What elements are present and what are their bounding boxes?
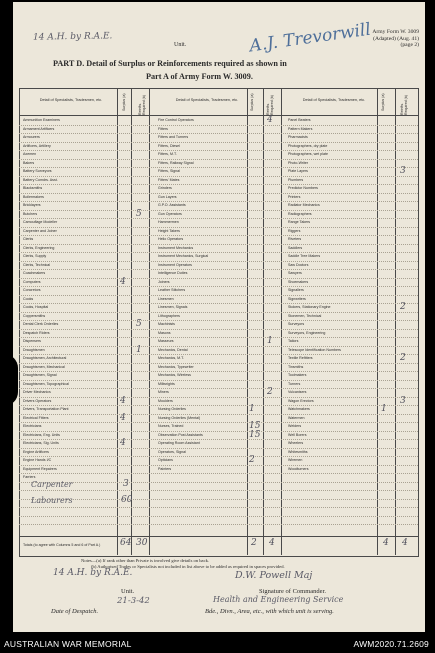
trade-name: Pattern Makers — [288, 126, 313, 131]
trade-name: Mechanics, Typewriter — [158, 364, 194, 369]
trade-name: Boilermakers — [23, 194, 44, 199]
reinf-value: 5 — [136, 319, 142, 329]
trade-name: Camouflage Modeller — [23, 220, 58, 224]
trade-name: Panel Beaters — [288, 118, 311, 122]
trade-name: Fitters — [158, 126, 168, 131]
trade-name: Clerks, Technical — [23, 262, 51, 267]
form-number-line: Army Form W. 3009 — [372, 29, 419, 35]
surplus-value: 2 — [249, 455, 255, 465]
reinf-value: 5 — [136, 208, 142, 219]
trade-name: Clerks, Supply — [23, 254, 47, 258]
handwritten-added-trade: Carpenter — [31, 480, 73, 489]
surplus-value: 15 — [249, 429, 261, 440]
row-divider — [19, 184, 418, 185]
trade-name: Operating Room Assistant — [158, 441, 200, 445]
trade-name: Fitters' Mates — [158, 177, 180, 182]
row-divider — [19, 218, 418, 219]
row-divider — [19, 252, 418, 253]
trade-name: Watermen — [288, 415, 305, 420]
row-divider — [19, 490, 418, 491]
trade-name: Painters — [158, 466, 172, 471]
trade-name: Electrical Fitters — [23, 415, 49, 420]
trade-name: Engine Artificers — [23, 449, 49, 454]
trade-name: Ammunition Examiners — [23, 118, 60, 122]
trade-name: Shoemakers — [288, 279, 309, 284]
totals-divider — [19, 536, 418, 537]
trade-name: Linesmen, Signals — [158, 305, 188, 309]
trade-name: Stokers, Stationary Engine — [288, 305, 331, 309]
notes-line: (b) Authorised Trades or Specialists not included in list above to be added as required in spaces provided. — [91, 564, 285, 569]
trade-name: Armament Artificers — [23, 126, 55, 131]
row-divider — [19, 303, 418, 304]
handwritten-unit-top: 14 A.H. by R.A.E. — [32, 31, 113, 43]
reinf-value: 1 — [136, 344, 142, 355]
trade-name: Farriers — [23, 475, 36, 479]
row-divider — [19, 125, 418, 126]
col-header-specialists: Detail of Specialists, Tradesmen, etc. — [302, 98, 366, 102]
trade-name: Wiremen — [288, 458, 303, 462]
col-header-specialists: Detail of Specialists, Tradesmen, etc. — [175, 98, 239, 102]
total-c2-reinf: 4 — [269, 538, 275, 548]
surplus-value: 1 — [381, 404, 387, 414]
trade-name: Tailors — [288, 339, 299, 343]
row-divider — [19, 516, 418, 517]
trade-name: Drivers, Transportation Plant — [23, 407, 69, 411]
form-title-line2: Part A of Army Form W. 3009. — [146, 72, 253, 81]
row-divider — [19, 473, 418, 474]
col-header-reinf: Reinfts. Required (b) — [138, 95, 146, 115]
trade-name: Whitesmiths — [288, 449, 308, 454]
trade-name: Dispensers — [23, 339, 41, 343]
row-divider — [19, 465, 418, 466]
trade-name: Moulders — [158, 398, 173, 403]
trade-name: Riggers — [288, 228, 301, 233]
trade-name: Coachmakers — [23, 271, 46, 275]
trade-name: Drivers Operators — [23, 398, 52, 403]
surplus-value: 4 — [120, 412, 126, 423]
trade-name: Electricians — [23, 424, 42, 428]
row-divider — [19, 431, 418, 432]
row-divider — [19, 371, 418, 372]
specialists-table — [19, 88, 419, 557]
row-divider — [19, 159, 418, 160]
trade-name: Signallers — [288, 288, 304, 292]
trade-name: Welders — [288, 424, 302, 428]
surplus-value: 4 — [120, 395, 126, 406]
surplus-value: 15 — [249, 421, 261, 431]
trade-name: Armourers — [23, 135, 40, 139]
trade-name: Signwriters — [288, 296, 306, 301]
row-divider — [19, 193, 418, 194]
row-divider — [19, 150, 418, 151]
surplus-value: 4 — [120, 438, 126, 448]
caption-right: AWM2020.71.2609 — [353, 639, 429, 649]
form-number — [349, 29, 419, 49]
trade-name: Saddle Tree Makers — [288, 254, 321, 258]
trade-name: Toolmakers — [288, 373, 307, 377]
row-divider — [19, 439, 418, 440]
trade-name: Woodturners — [288, 466, 309, 471]
trade-name: Photographers, wet plate — [288, 152, 328, 156]
trade-name: Printers — [288, 194, 301, 199]
row-divider — [19, 346, 418, 347]
col-header-specialists: Detail of Specialists, Tradesmen, etc. — [39, 98, 103, 102]
trade-name: Surveyors, Engineering — [288, 330, 326, 335]
row-divider — [19, 269, 418, 270]
row-divider — [19, 414, 418, 415]
trade-name: Masons — [158, 330, 171, 335]
handwritten-surplus-value: 3 — [123, 479, 129, 489]
trade-name: Photo-Writer — [288, 160, 309, 165]
trade-name: Despatch Riders — [23, 330, 50, 335]
row-divider — [19, 405, 418, 406]
trade-name: Engine Hands I/C — [23, 458, 52, 462]
binding-hole — [0, 354, 18, 406]
trade-name: G.P.O. Assistants — [158, 203, 186, 207]
row-divider — [19, 320, 418, 321]
trade-name: Masseurs — [158, 339, 174, 343]
row-divider — [19, 482, 418, 483]
trade-name: Opticians — [158, 458, 173, 462]
trade-name: Electricians, Sig. Units — [23, 441, 59, 445]
trade-name: Sawyers — [288, 271, 302, 275]
reinf-value: 1 — [267, 336, 273, 346]
row-divider — [19, 176, 418, 177]
row-divider — [19, 286, 418, 287]
trade-name: Well Borers — [288, 432, 307, 437]
trade-name: Nurses, Trained — [158, 424, 184, 428]
total-c2-surplus: 2 — [251, 538, 257, 548]
trade-name: Plate Layers — [288, 169, 308, 173]
trade-name: Clerks — [23, 237, 34, 241]
bde-label: Bde., Divn., Area, etc., with which unit is serving. — [205, 608, 334, 615]
form-number-line: (Adapted) (Aug. 41) — [373, 35, 419, 42]
handwritten-date: 21-3-42 — [117, 596, 150, 606]
handwritten-added-trade: Labourers — [31, 496, 73, 505]
caption-left: AUSTRALIAN WAR MEMORIAL — [4, 639, 132, 649]
trade-name: Saw Doctors — [288, 262, 309, 267]
surplus-value: 4 — [120, 276, 126, 287]
trade-name: Gun Operators — [158, 211, 182, 216]
trade-name: Draughtsmen, Topographical — [23, 381, 69, 386]
col-header-surplus: Surplus (a) — [250, 93, 254, 111]
trade-name: Draughtsmen — [23, 347, 45, 352]
trade-name: Instrument Mechanics — [158, 245, 194, 250]
trade-name: Machinists — [158, 322, 175, 326]
row-divider — [19, 201, 418, 202]
trade-name: Turners — [288, 381, 301, 386]
trade-name: Fitters and Turners — [158, 135, 189, 139]
row-divider — [19, 397, 418, 398]
trade-name: Predictor Numbers — [288, 186, 318, 190]
trade-name: Concretors — [23, 288, 41, 292]
trade-name: Driver Mechanics — [23, 390, 51, 394]
trade-name: Mechanics, Dental — [158, 347, 188, 352]
trade-name: Joiners — [158, 279, 170, 284]
trade-name: Axemen — [23, 152, 37, 156]
trade-name: Photographers, dry plate — [288, 143, 328, 148]
row-divider — [19, 167, 418, 168]
trade-name: Radiographers — [288, 211, 312, 216]
row-divider — [19, 448, 418, 449]
row-divider — [19, 244, 418, 245]
trade-name: Operators, Signal — [158, 449, 186, 454]
trade-name: Range Takers — [288, 220, 311, 224]
trade-name: Equipment Repairers — [23, 466, 57, 471]
trade-name: Carpenter and Joiner — [23, 228, 57, 233]
trade-name: Instrument Mechanics, Surgical — [158, 254, 209, 258]
trade-name: Wagon Erectors — [288, 398, 314, 403]
trade-name: Vulcanisers — [288, 390, 307, 394]
trade-name: Draughtsmen, Mechanical — [23, 364, 65, 369]
trade-name: Draughtsmen, Architectural — [23, 356, 67, 360]
trade-name: Bricklayers — [23, 203, 41, 207]
trade-name: Computers — [23, 279, 41, 284]
trade-name: Height Takers — [158, 228, 180, 233]
row-divider — [19, 388, 418, 389]
row-divider — [19, 456, 418, 457]
row-divider — [19, 210, 418, 211]
trade-name: Grinders — [158, 186, 172, 190]
handwritten-commander: D.W. Powell Maj — [235, 570, 313, 581]
trade-name: Millwrights — [158, 381, 175, 386]
row-divider — [19, 380, 418, 381]
archive-caption-bar — [0, 634, 435, 653]
trade-name: Cooks — [23, 296, 34, 301]
trade-name: Watchmakers — [288, 407, 310, 411]
trade-name: Miners — [158, 390, 169, 394]
row-divider — [19, 261, 418, 262]
trade-name: Stonemen, Technical — [288, 313, 322, 318]
trade-name: Gun Layers — [158, 194, 177, 199]
row-divider — [19, 507, 418, 508]
form-sheet — [13, 2, 425, 632]
trade-name: Instrument Operators — [158, 262, 192, 267]
col-header-surplus: Surplus (a) — [122, 93, 126, 111]
trade-name: Fire Control Operators — [158, 118, 194, 122]
trade-name: Tinsmiths — [288, 364, 304, 369]
unit-label-top: Unit. — [174, 42, 187, 48]
header-divider — [19, 115, 418, 116]
reinf-value: 2 — [400, 302, 406, 312]
row-divider — [19, 329, 418, 330]
form-title: PART D. Detail of Surplus or Reinforcements required as shown in — [53, 59, 287, 68]
trade-name: Fitters, Railway Signal — [158, 160, 194, 165]
trade-name: Linesmen — [158, 296, 174, 301]
surplus-value: 1 — [249, 404, 255, 414]
signature-label: Signature of Commander. — [259, 588, 326, 595]
trade-name: Draughtsmen, Signal — [23, 373, 57, 377]
handwritten-surplus-value: 60 — [121, 495, 133, 505]
row-divider — [19, 499, 418, 500]
date-of-despatch-label: Date of Despatch. — [51, 608, 99, 615]
row-divider — [19, 337, 418, 338]
row-divider — [19, 363, 418, 364]
trade-name: Cooks, Hospital — [23, 305, 49, 309]
col-header-reinf: Reinfts. Required (b) — [266, 95, 274, 115]
trade-name: Leather Stitchers — [158, 288, 186, 292]
trade-name: Observation Post Assistants — [158, 432, 203, 437]
trade-name: Riveters — [288, 237, 302, 241]
reinf-value: 2 — [267, 387, 273, 397]
row-divider — [19, 235, 418, 236]
trade-name: Helio Operators — [158, 237, 184, 241]
trade-name: Fitters, Diesel — [158, 143, 180, 148]
handwritten-signature-top: A.J. Trevorwill — [248, 19, 373, 57]
unit-label-bottom: Unit. — [121, 588, 135, 595]
trade-name: Nursing Orderlies — [158, 407, 186, 411]
row-divider — [19, 133, 418, 134]
trade-name: Coppersmiths — [23, 313, 46, 318]
trade-name: Plumbers — [288, 177, 304, 182]
trade-name: Intelligence Duties — [158, 271, 188, 275]
trade-name: Clerks, Engineering — [23, 245, 55, 250]
totals-label: Totals (to agree with Columns 5 and 6 of Part A.) — [23, 543, 101, 547]
handwritten-bde: Health and Engineering Service — [213, 595, 344, 604]
trade-name: Blacksmiths — [23, 186, 43, 190]
row-divider — [19, 312, 418, 313]
trade-name: Surveyors — [288, 322, 305, 326]
handwritten-unit: 14 A.H. by R.A.E. — [53, 568, 133, 578]
trade-name: Battery Surveyors — [23, 169, 52, 173]
trade-name: Hammermen — [158, 220, 179, 224]
trade-name: Butchers — [23, 211, 38, 216]
trade-name: Dental Clerk Orderlies — [23, 322, 59, 326]
row-divider — [19, 524, 418, 525]
trade-name: Nursing Orderlies (Mental) — [158, 415, 201, 420]
trade-name: Telescope Identification Numbers — [288, 347, 341, 352]
trade-name: Saddlers — [288, 245, 303, 250]
total-c1-reinf: 30 — [136, 538, 148, 548]
trade-name: Battery Comdrs. Asst. — [23, 177, 58, 182]
trade-name: Textile Refitters — [288, 356, 313, 360]
trade-name: Pharmacists — [288, 135, 308, 139]
reinf-value: 3 — [400, 166, 406, 176]
total-c3-surplus: 4 — [383, 538, 389, 548]
total-c1-surplus: 64 — [120, 538, 132, 548]
trade-name: Radiator Mechanics — [288, 203, 320, 207]
trade-name: Artificers, Artillery — [23, 143, 51, 148]
trade-name: Wheelers — [288, 441, 304, 445]
trade-name: Mechanics, M.T. — [158, 356, 184, 360]
reinf-value: 3 — [400, 395, 406, 406]
row-divider — [19, 278, 418, 279]
row-divider — [19, 295, 418, 296]
reinf-value: 2 — [400, 353, 406, 363]
form-number-line: (page 2) — [400, 42, 419, 48]
row-divider — [19, 142, 418, 143]
col-header-surplus: Surplus (a) — [381, 93, 385, 111]
trade-name: Fitters, Signal — [158, 169, 180, 173]
row-divider — [19, 354, 418, 355]
trade-name: Bakers — [23, 160, 35, 165]
reinf-value: 4 — [267, 115, 273, 125]
trade-name: Fitters, M.T. — [158, 152, 177, 156]
row-divider — [19, 422, 418, 423]
notes-line: Notes—(a) If rank other than Private is involved give details on back. — [81, 558, 210, 563]
trade-name: Mechanics, Wireless — [158, 373, 191, 377]
total-c3-reinf: 4 — [402, 538, 408, 548]
row-divider — [19, 227, 418, 228]
col-header-reinf: Reinfts. Required (b) — [400, 95, 408, 115]
trade-name: Lithographers — [158, 313, 180, 318]
trade-name: Electricians, Eng. Units — [23, 432, 60, 437]
